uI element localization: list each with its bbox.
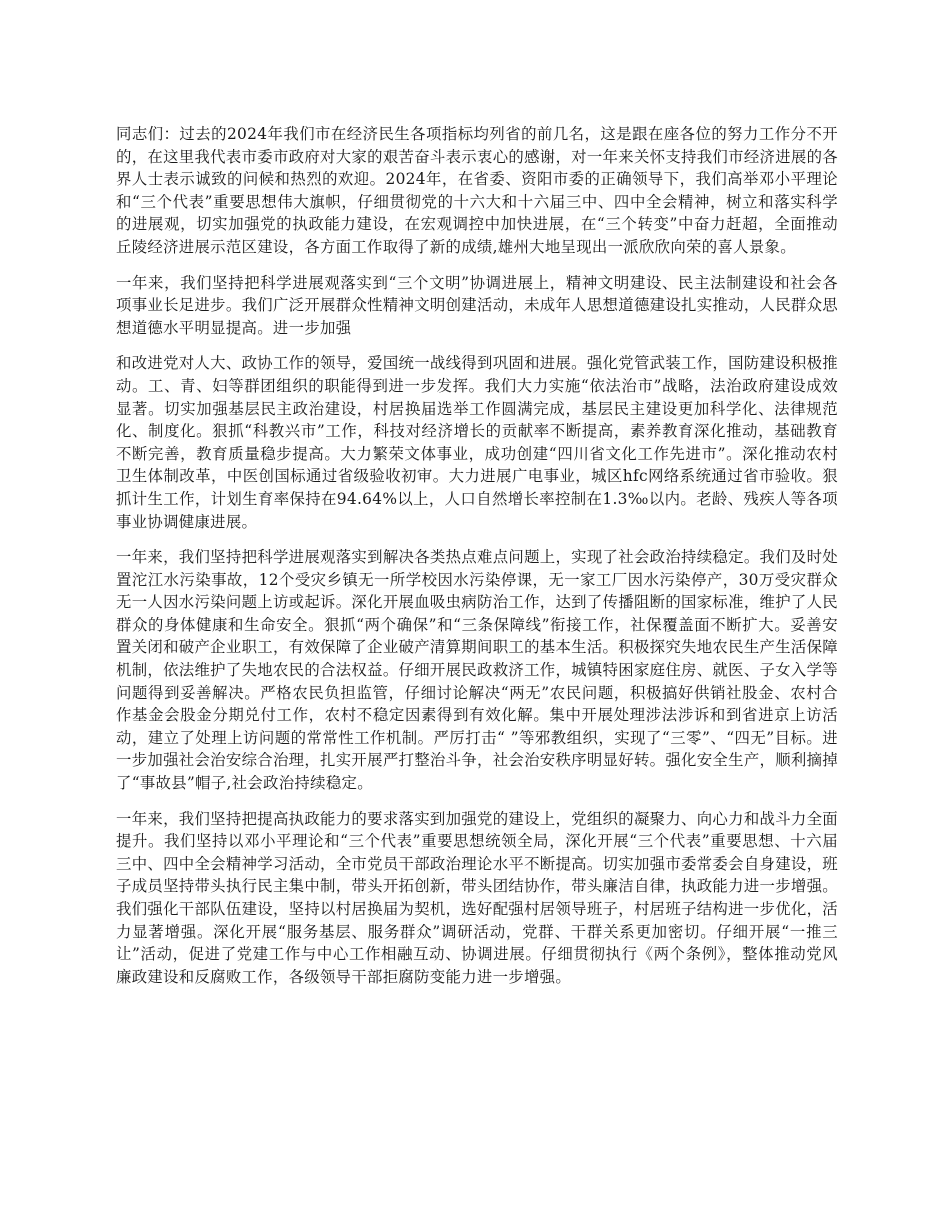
paragraph-party-building: 一年来，我们坚持把提高执政能力的要求落实到加强党的建设上，党组织的凝聚力、向心力和战斗力全面提升。我们坚持以邓小平理论和“三个代表”重要思想统领全局，深化开展“三个代表”重要思想、十六届三中、四中全会精神学习活动，全市党员干部政治理论水平不断提高。切实加强市委常委会自身建设，班子成员坚持带头执行民主集中制，带头开拓创新，带头团结协作，带头廉洁自律，执政能力进一步增强。我们强化干部队伍建设，坚持以村居换届为契机，选好配强村居领导班子，村居班子结构进一步优化，活力显著增强。深化开展“服务基层、服务群众”调研活动，党群、干群关系更加密切。仔细开展“一推三让”活动，促进了党建工作与中心工作相融互动、协调进展。仔细贯彻执行《两个条例》，整体推动党风廉政建设和反腐败工作，各级领导干部拒腐防变能力进一步增强。 [116,809,838,986]
paragraph-intro: 同志们：过去的2024年我们市在经济民生各项指标均列省的前几名，这是跟在座各位的努力工作分不开的，在这里我代表市委市政府对大家的艰苦奋斗表示衷心的感谢，对一年来关怀支持我们市经济进展的各界人士表示诚致的问候和热烈的欢迎。2024年，在省委、资阳市委的正确领导下，我们高举邓小平理论和“三个代表”重要思想伟大旗帜，仔细贯彻党的十六大和十六届三中、四中全会精神，树立和落实科学的进展观，切实加强党的执政能力建设，在宏观调控中加快进展，在“三个转变”中奋力赶超，全面推动丘陵经济进展示范区建设，各方面工作取得了新的成绩,雄州大地呈现出一派欣欣向荣的喜人景象。 [116,125,838,256]
paragraph-civilization: 一年来，我们坚持把科学进展观落实到“三个文明”协调进展上，精神文明建设、民主法制建设和社会各项事业长足进步。我们广泛开展群众性精神文明创建活动，未成年人思想道德建设扎实推动，人民群众思想道德水平明显提高。进一步加强 [116,273,838,337]
document-body [116,123,838,1001]
paragraph-stability: 一年来，我们坚持把科学进展观落实到解决各类热点难点问题上，实现了社会政治持续稳定。我们及时处置沱江水污染事故，12个受灾乡镇无一所学校因水污染停课，无一家工厂因水污染停产，30万受灾群众无一人因水污染问题上访或起诉。深化开展血吸虫病防治工作，达到了传播阻断的国家标准，维护了人民群众的身体健康和生命安全。狠抓“两个确保”和“三条保障线”衔接工作，社保覆盖面不断扩大。妥善安置关闭和破产企业职工，有效保障了企业破产清算期间职工的基本生活。积极探究失地农民生产生活保障机制，依法维护了失地农民的合法权益。仔细开展民政救济工作，城镇特困家庭住房、就医、子女入学等问题得到妥善解决。严格农民负担监管，仔细讨论解决“两无”农民问题，积极搞好供销社股金、农村合作基金会股金分期兑付工作，农村不稳定因素得到有效化解。集中开展处理涉法涉诉和到省进京上访活动，建立了处理上访问题的常常性工作机制。严厉打击“ ”等邪教组织，实现了“三零”、“四无”目标。进一步加强社会治安综合治理，扎实开展严打整治斗争，社会治安秩序明显好转。强化安全生产，顺利摘掉了“事故县”帽子,社会政治持续稳定。 [116,548,838,793]
paragraph-governance: 和改进党对人大、政协工作的领导，爱国统一战线得到巩固和进展。强化党管武装工作，国防建设积极推动。工、青、妇等群团组织的职能得到进一步发挥。我们大力实施“依法治市”战略，法治政府建设成效显著。切实加强基层民主政治建设，村居换届选举工作圆满完成，基层民主建设更加科学化、法律规范化、制度化。狠抓“科教兴市”工作，科技对经济增长的贡献率不断提高，素养教育深化推动，基础教育不断完善，教育质量稳步提高。大力繁荣文体事业，成功创建“四川省文化工作先进市”。深化推动农村卫生体制改革，中医创国标通过省级验收初审。大力进展广电事业，城区hfc网络系统通过省市验收。狠抓计生工作，计划生育率保持在94.64%以上，人口自然增长率控制在1.3‰以内。老龄、残疾人等各项事业协调健康进展。 [116,354,838,531]
